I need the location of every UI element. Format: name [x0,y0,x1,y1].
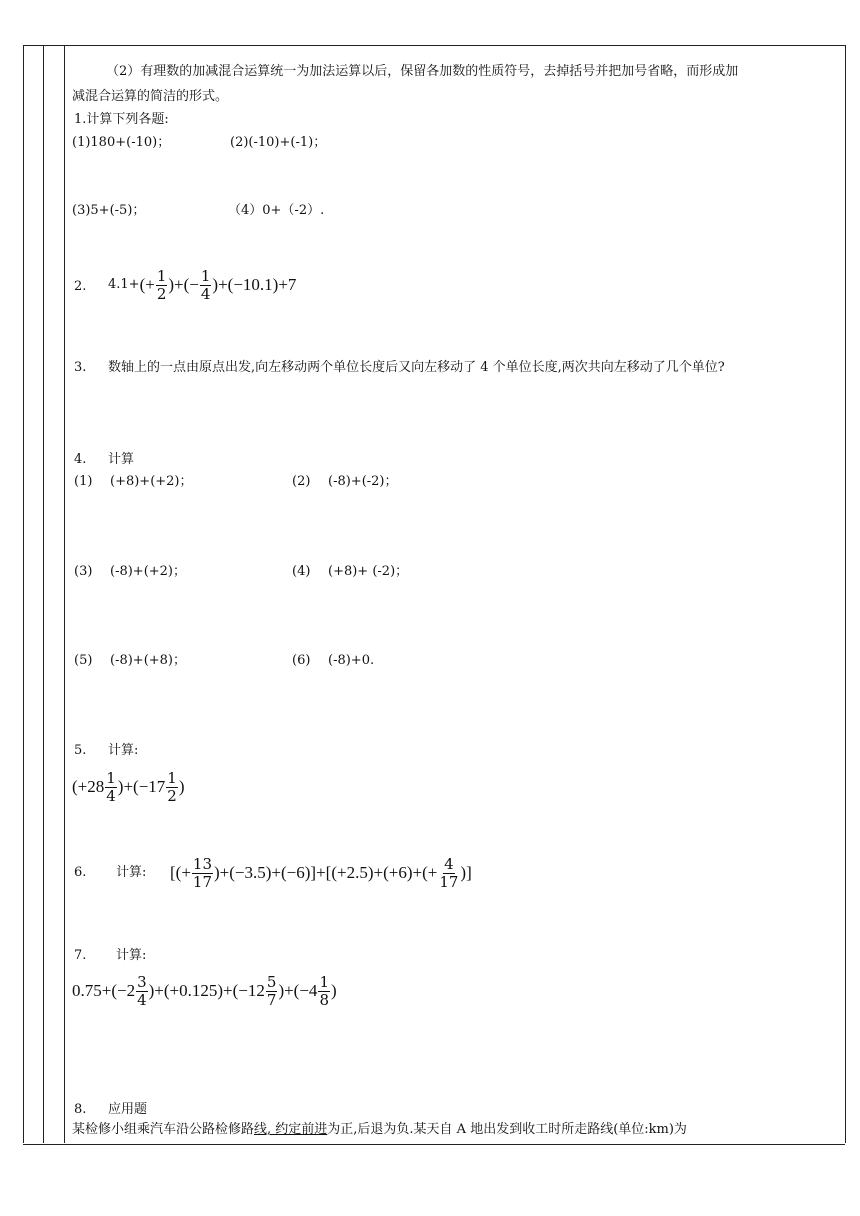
q5-expression: (+28 $\frac{1}{4}$ )+(−17 $\frac{1}{2}$ ) [72,768,185,805]
table-divider-2 [64,45,65,1143]
q8-text-part-3: 为正,后退为负.某天自 A 地出发到收工时所走路线(单位:km)为 [327,1122,687,1137]
q4-title: 计算 [108,452,135,467]
fraction: $\frac{1}{2}$ [167,768,177,805]
q6-expression: [(+ $\frac{13}{17}$ )+(−3.5)+(−6)]+[(+2.5)+(+6)+(+ $\frac{4}{17}$ )] [170,854,472,891]
table-border-right [845,45,846,1143]
q7-expression: 0.75+(−2 $\frac{3}{4}$ )+(+0.125)+(−12 $\frac{5}{7}$ )+(−4 $\frac{1}{8}$ ) [72,972,337,1009]
fraction: $\frac{13}{17}$ [192,854,213,891]
q2-number: 2. [74,279,87,294]
q4-item-6: (-8)+0. [328,653,375,668]
q5-number: 5. [74,743,87,758]
q4-item-1-num: (1) [74,474,93,489]
fraction: $\frac{1}{4}$ [106,768,116,805]
q8-text-underlined: 线, 约定前进 [254,1122,328,1137]
fraction: $\frac{1}{2}$ [156,266,167,303]
q1-item-3: (3)5+(-5)； [72,203,146,218]
q4-item-4-num: (4) [292,564,311,579]
fraction: $\frac{1}{4}$ [200,266,211,303]
q2-expression: 4.1+ (+ $\frac{1}{2}$ )+(− $\frac{1}{4}$ )+(−10.1)+7 [108,259,296,311]
q4-number: 4. [74,452,87,467]
intro-line-1: （2）有理数的加减混合运算统一为加法运算以后，保留各加数的性质符号，去掉括号并把加号省略，而形成加 [106,64,739,79]
q1-item-1: (1)180+(-10)； [72,135,171,150]
q3-number: 3. [74,360,87,375]
table-divider-1 [43,45,44,1143]
q4-item-4: (+8)+ (-2)； [328,564,409,579]
q4-item-5: (-8)+(+8)； [110,653,187,668]
q1-item-2: (2)(-10)+(-1)； [230,135,327,150]
q6-title: 计算: [116,865,147,880]
intro-line-2: 减混合运算的简洁的形式。 [72,89,229,104]
q4-item-2-num: (2) [292,474,311,489]
q7-number: 7. [74,948,87,963]
q7-title: 计算: [116,948,147,963]
q8-text-part-1: 某检修小组乘汽车沿公路检修路 [72,1122,255,1137]
q4-item-3-num: (3) [74,564,93,579]
q4-item-2: (-8)+(-2)； [328,474,398,489]
q5-title: 计算: [108,743,139,758]
table-border-left [23,45,24,1143]
fraction: $\frac{5}{7}$ [266,972,277,1009]
q8-title: 应用题 [108,1102,148,1117]
q3-text: 数轴上的一点由原点出发,向左移动两个单位长度后又向左移动了 4 个单位长度,两次共向左移动了几个单位? [108,360,725,375]
q8-text [72,1121,687,1139]
worksheet-content [70,45,840,1143]
q2-lead: 4.1+ [108,277,140,292]
q1-item-4: （4）0+（-2）. [228,203,325,218]
q8-number: 8. [74,1102,87,1117]
fraction: $\frac{1}{8}$ [319,972,329,1009]
fraction: $\frac{4}{17}$ [439,854,459,891]
q4-item-3: (-8)+(+2)； [110,564,187,579]
q4-item-1: (+8)+(+2)； [110,474,193,489]
q4-item-5-num: (5) [74,653,93,668]
fraction: $\frac{3}{4}$ [137,972,147,1009]
q4-item-6-num: (6) [292,653,311,668]
q6-number: 6. [74,865,87,880]
q1-title: 1.计算下列各题: [74,112,169,127]
